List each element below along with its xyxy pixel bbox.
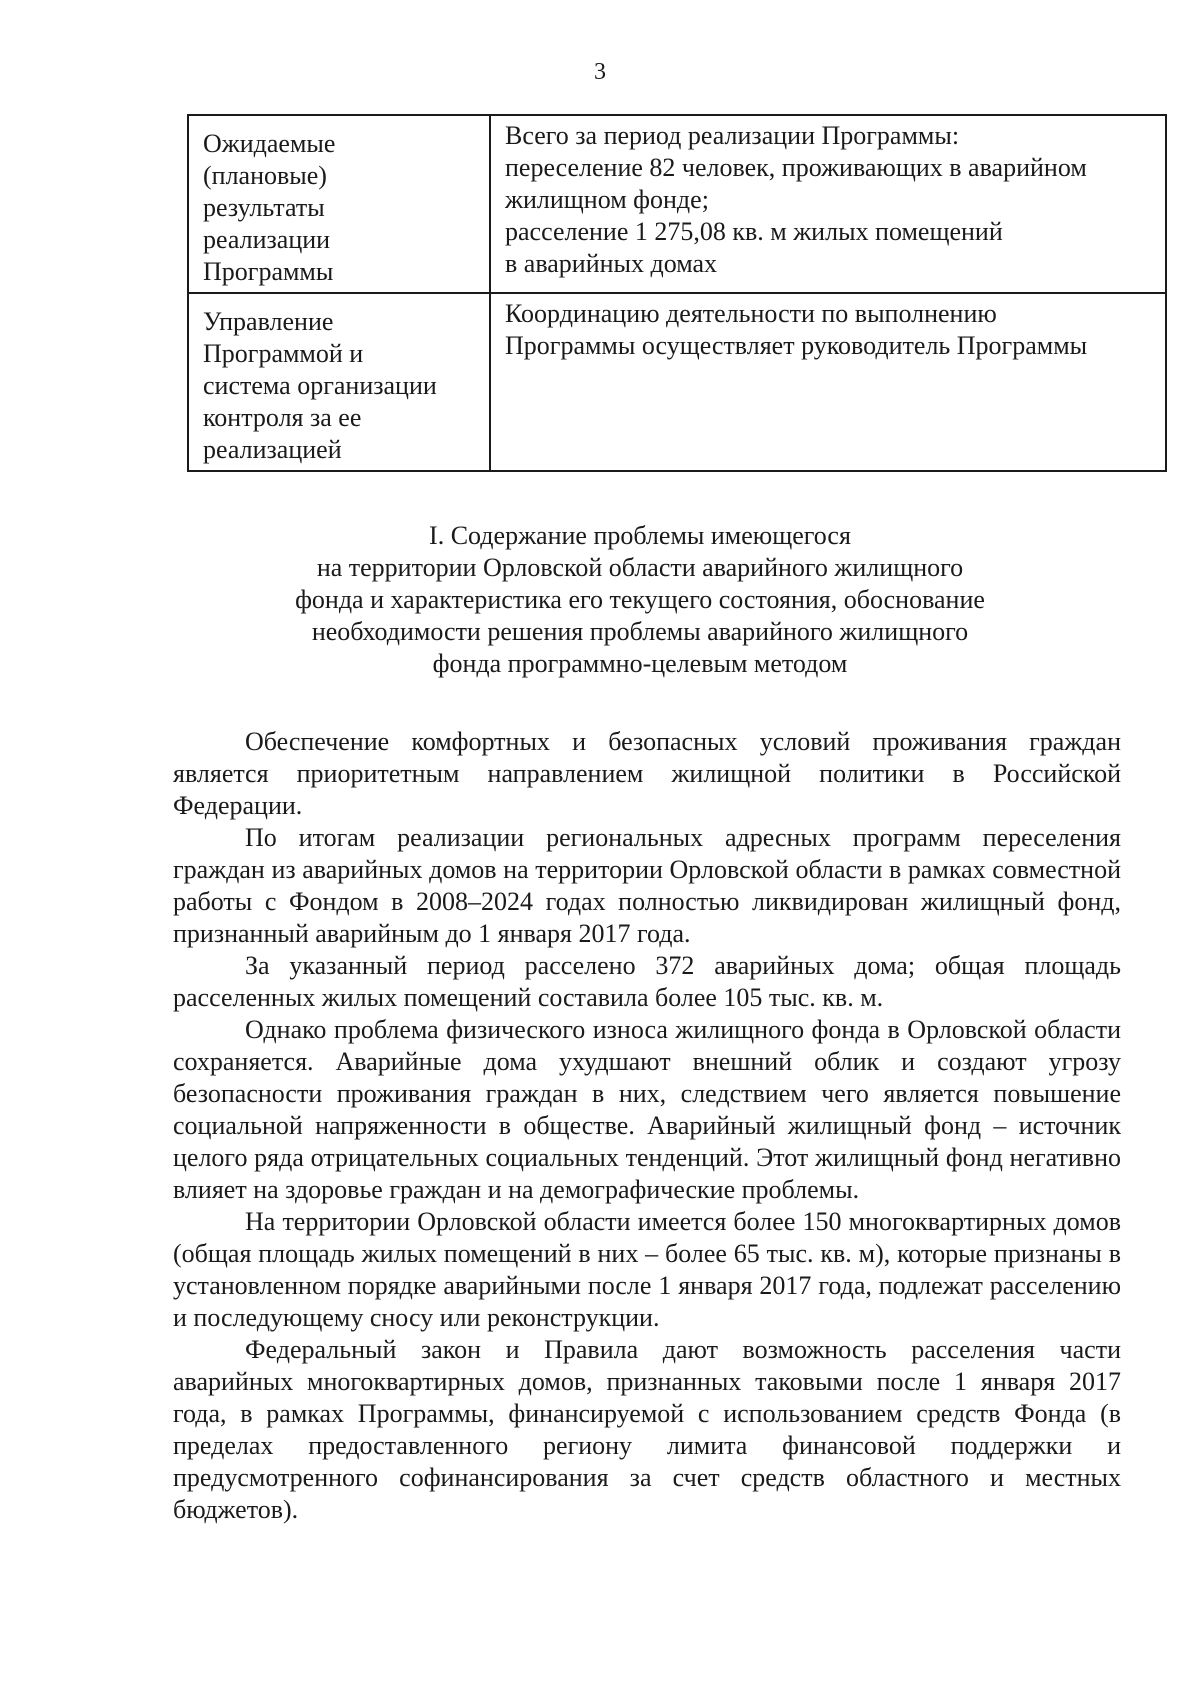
body-paragraph: За указанный период расселено 372 аварийных дома; общая площадь расселенных жилых помещений составила более 105 тыс. кв. м. bbox=[173, 951, 1121, 1012]
section-heading-line: фонда программно-целевым методом bbox=[432, 649, 848, 678]
body-paragraph: По итогам реализации региональных адресных программ переселения граждан из аварийных домов на территории Орловской области в рамках совместной работы с Фондом в 2008–2024 годах полностью ликвидирован жилищный фонд, признанный аварийным до 1 января 2017 года. bbox=[173, 823, 1121, 948]
label-line: реализации bbox=[203, 225, 331, 254]
body-paragraph: Обеспечение комфортных и безопасных условий проживания граждан является приоритетным направлением жилищной политики в Российской Федерации. bbox=[173, 727, 1121, 820]
expected-results-label-cell bbox=[188, 115, 490, 293]
section-heading-line: фонда и характеристика его текущего состояния, обоснование bbox=[295, 585, 985, 614]
label-line: контроля за ее bbox=[203, 403, 362, 432]
table-row-program-management bbox=[188, 293, 1166, 471]
program-management-value-cell bbox=[490, 293, 1166, 471]
label-line: Ожидаемые bbox=[203, 129, 336, 158]
body-paragraph: На территории Орловской области имеется более 150 многоквартирных домов (общая площадь жилых помещений в них – более 65 тыс. кв. м), которые признаны в установленном порядке аварийными после 1 января 2017 года, подлежат расселению и последующему сносу или реконструкции. bbox=[173, 1207, 1121, 1332]
section-heading-line: на территории Орловской области аварийного жилищного bbox=[316, 553, 964, 582]
value-line: в аварийных домах bbox=[505, 249, 718, 278]
program-management-label-cell bbox=[188, 293, 490, 471]
value-line: жилищном фонде; bbox=[505, 185, 709, 214]
label-line: (плановые) bbox=[203, 161, 327, 190]
page-number: 3 bbox=[594, 59, 606, 85]
label-line: Управление bbox=[203, 307, 334, 336]
label-line: Программы bbox=[203, 257, 334, 286]
body-paragraph: Однако проблема физического износа жилищного фонда в Орловской области сохраняется. Аварийные дома ухудшают внешний облик и создают угрозу безопасности проживания граждан в них, следствием чего является повышение социальной напряженности в обществе. Аварийный жилищный фонд – источник целого ряда отрицательных социальных тенденций. Этот жилищный фонд негативно влияет на здоровье граждан и на демографические проблемы. bbox=[173, 1015, 1121, 1204]
expected-results-value-cell bbox=[490, 115, 1166, 293]
value-line: Координацию деятельности по выполнению bbox=[505, 299, 997, 328]
label-line: результаты bbox=[203, 193, 325, 222]
section-body bbox=[173, 726, 1121, 1526]
program-passport-table bbox=[187, 114, 1167, 472]
section-heading-line: I. Содержание проблемы имеющегося bbox=[429, 521, 851, 550]
table-row-expected-results bbox=[188, 115, 1166, 293]
body-paragraph: Федеральный закон и Правила дают возможность расселения части аварийных многоквартирных домов, признанных таковыми после 1 января 2017 года, в рамках Программы, финансируемой с использованием средств Фонда (в пределах предоставленного региону лимита финансовой поддержки и предусмотренного софинансирования за счет средств областного и местных бюджетов). bbox=[173, 1335, 1121, 1524]
label-line: система организации bbox=[203, 371, 437, 400]
value-line: Программы осуществляет руководитель Программы bbox=[505, 331, 1088, 360]
section-heading-line: необходимости решения проблемы аварийного жилищного bbox=[311, 617, 969, 646]
label-line: Программой и bbox=[203, 339, 364, 368]
section-heading bbox=[140, 520, 1140, 680]
label-line: реализацией bbox=[203, 435, 342, 464]
value-line: Всего за период реализации Программы: bbox=[505, 121, 960, 150]
value-line: расселение 1 275,08 кв. м жилых помещений bbox=[505, 217, 1003, 246]
value-line: переселение 82 человек, проживающих в аварийном bbox=[505, 153, 1087, 182]
